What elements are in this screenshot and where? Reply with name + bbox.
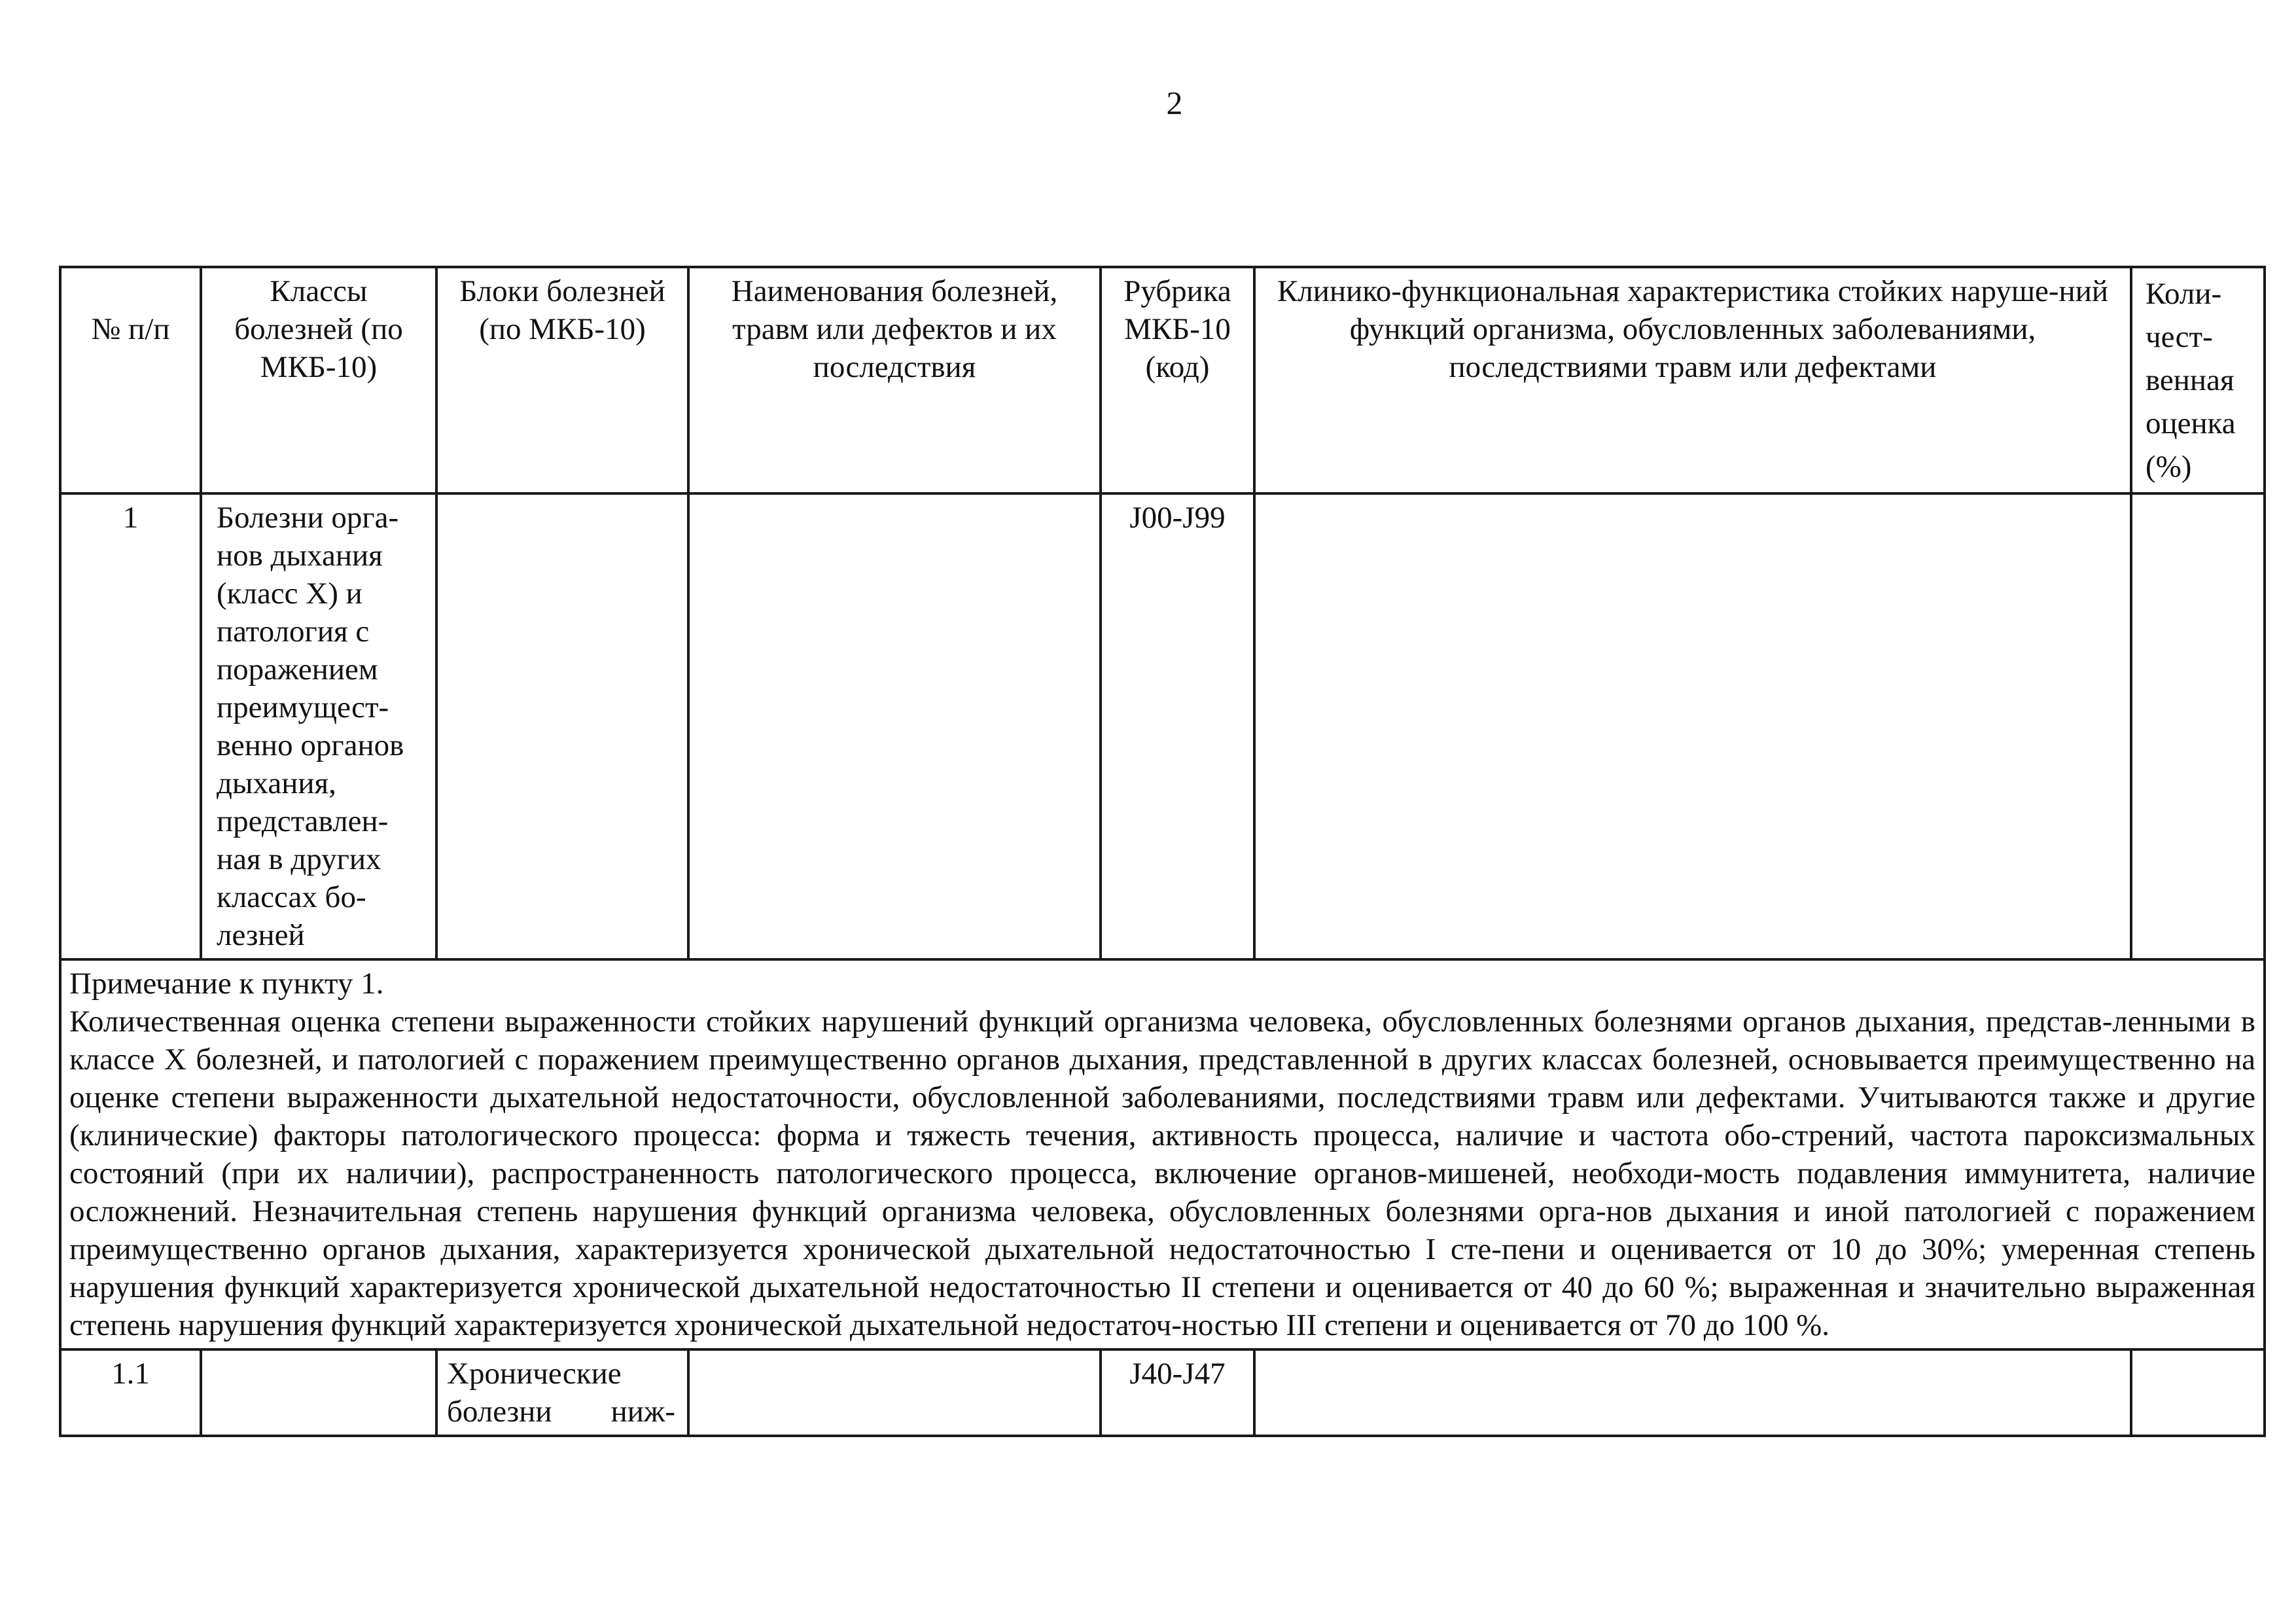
- row-num: 1.1: [60, 1349, 201, 1436]
- row-class: Болезни орга-нов дыхания (класс X) и патология с поражением преимущест-венно органов дыхания, представлен-ная в других классах бо-лезней: [201, 493, 436, 959]
- row-code: J00-J99: [1101, 493, 1254, 959]
- header-names: Наименования болезней, травм или дефектов и их последствия: [688, 267, 1101, 493]
- header-num-text: № п/п: [91, 312, 170, 346]
- note-text: Количественная оценка степени выраженности стойких нарушений функций организма человека, обусловленных болезнями органов дыхания, представ-ленными в классе X болезней, и патологией с поражением преимущественно органов дыхания, представленной в других классах болезней, основывается преимущественно на оценке степени выраженности дыхательной недостаточности, обусловленной заболеваниями, последствиями травм или дефектами. Учитываются также и другие (клинические) факторы патологического процесса: форма и тяжесть течения, активность процесса, наличие и частота обо-стрений, частота пароксизмальных состояний (при их наличии), распространенность патологического процесса, включение органов-мишеней, необходи-мость подавления иммунитета, наличие осложнений. Незначительная степень нарушения функций организма человека, обусловленных болезнями орга-нов дыхания и иной патологией с поражением преимущественно органов дыхания, характеризуется хронической дыхательной недостаточностью I сте-пени и оценивается от 10 до 30%; умеренная степень нарушения функций характеризуется хронической дыхательной недостаточностью II степени и оценивается от 40 до 60 %; выраженная и значительно выраженная степень нарушения функций характеризуется хронической дыхательной недостаточ-ностью III степени и оценивается от 70 до 100 %.: [69, 1005, 2255, 1342]
- table-row: [60, 493, 2265, 959]
- header-blocks: Блоки болезней (по МКБ-10): [436, 267, 688, 493]
- row-quantitative: [2131, 493, 2265, 959]
- page-number: 2: [1166, 84, 1183, 121]
- row-name: [688, 1349, 1101, 1436]
- row-num: 1: [60, 493, 201, 959]
- row-block: [436, 493, 688, 959]
- row-name: [688, 493, 1101, 959]
- note-title: Примечание к пункту 1.: [69, 967, 384, 1001]
- note-cell: [60, 959, 2265, 1349]
- row-characteristic: [1254, 493, 2131, 959]
- header-num: [60, 267, 201, 493]
- disability-assessment-table: [59, 266, 2266, 1437]
- note-row: [60, 959, 2265, 1349]
- table-row: [60, 1349, 2265, 1436]
- row-code: J40-J47: [1101, 1349, 1254, 1436]
- header-classes: Классы болезней (по МКБ-10): [201, 267, 436, 493]
- row-quantitative: [2131, 1349, 2265, 1436]
- table-header-row: [60, 267, 2265, 493]
- row-characteristic: [1254, 1349, 2131, 1436]
- row-block: Хронические болезни ниж-: [436, 1349, 688, 1436]
- header-characteristic: Клинико-функциональная характеристика стойких наруше-ний функций организма, обусловленных заболеваниями, последствиями травм или дефектами: [1254, 267, 2131, 493]
- header-quantitative: Коли-чест-венная оценка (%): [2131, 267, 2265, 493]
- header-rubric: Рубрика МКБ-10 (код): [1101, 267, 1254, 493]
- row-class: [201, 1349, 436, 1436]
